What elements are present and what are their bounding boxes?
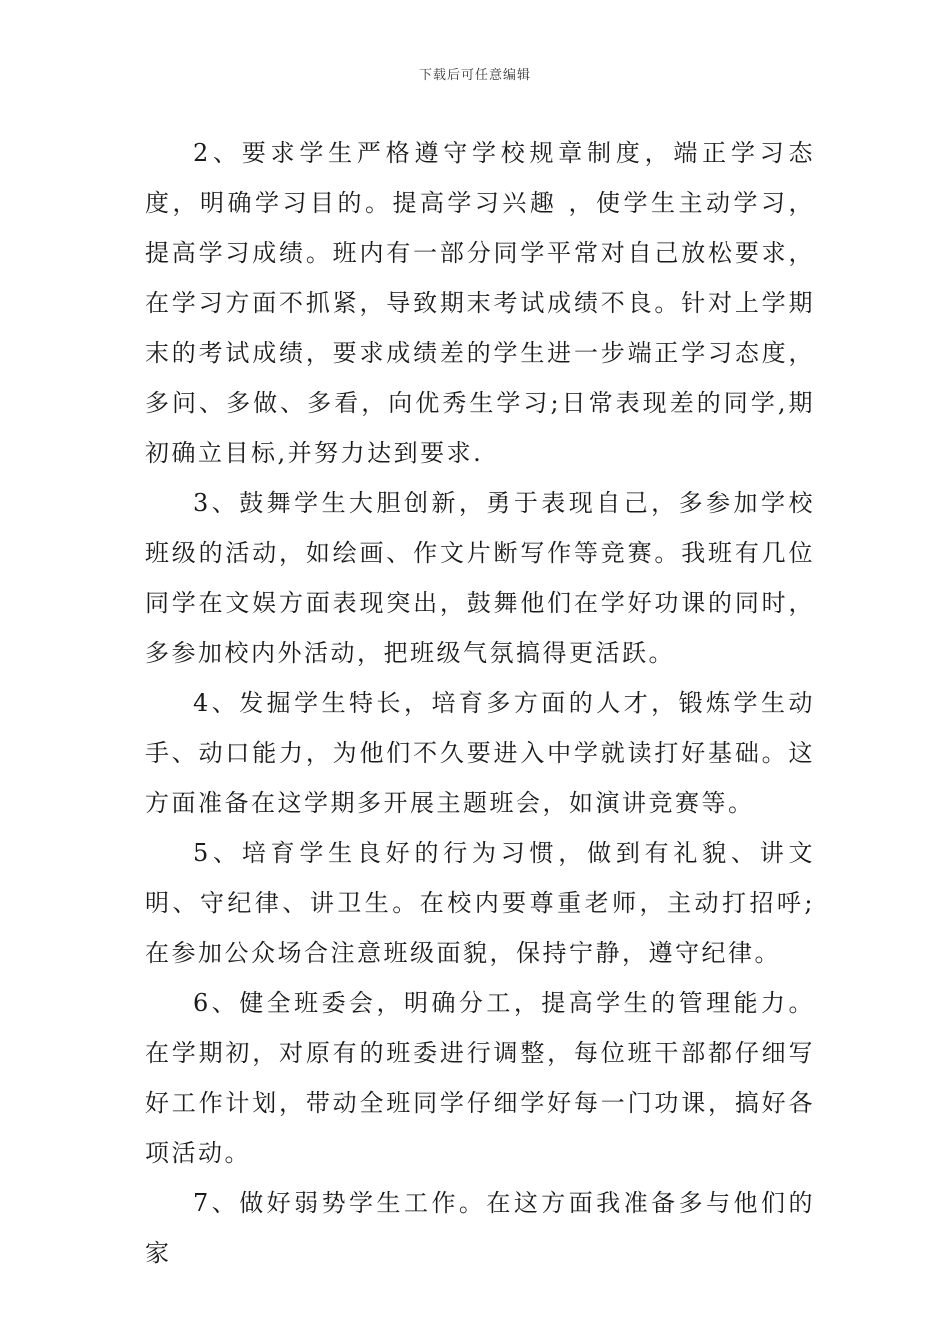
paragraph-item-2: 2、要求学生严格遵守学校规章制度，端正学习态度，明确学习目的。提高学习兴趣 ，使学生主动学习，提高学习成绩。班内有一部分同学平常对自己放松要求，在学习方面不抓紧，导致期末考试成绩不良。针对上学期末的考试成绩，要求成绩差的学生进一步端正学习态度，多问、多做、多看，向优秀生学习;日常表现差的同学,期初确立目标,并努力达到要求.	[145, 139, 815, 467]
paragraph-item-6: 6、健全班委会，明确分工，提高学生的管理能力。在学期初，对原有的班委进行调整，每位班干部都仔细写好工作计划，带动全班同学仔细学好每一门功课，搞好各项活动。	[145, 989, 815, 1167]
page-header: 下载后可任意编辑	[418, 68, 531, 83]
document-body	[145, 128, 815, 1278]
paragraph-item-4: 4、发掘学生特长，培育多方面的人才，锻炼学生动手、动口能力，为他们不久要进入中学就读打好基础。这方面准备在这学期多开展主题班会，如演讲竞赛等。	[145, 689, 815, 817]
paragraph-item-7: 7、做好弱势学生工作。在这方面我准备多与他们的家	[145, 1189, 815, 1267]
paragraph-item-3: 3、鼓舞学生大胆创新，勇于表现自己，多参加学校班级的活动，如绘画、作文片断写作等竞赛。我班有几位同学在文娱方面表现突出，鼓舞他们在学好功课的同时，多参加校内外活动，把班级气氛搞得更活跃。	[145, 489, 815, 667]
paragraph-item-5: 5、培育学生良好的行为习惯，做到有礼貌、讲文明、守纪律、讲卫生。在校内要尊重老师，主动打招呼;在参加公众场合注意班级面貌，保持宁静，遵守纪律。	[145, 839, 815, 967]
